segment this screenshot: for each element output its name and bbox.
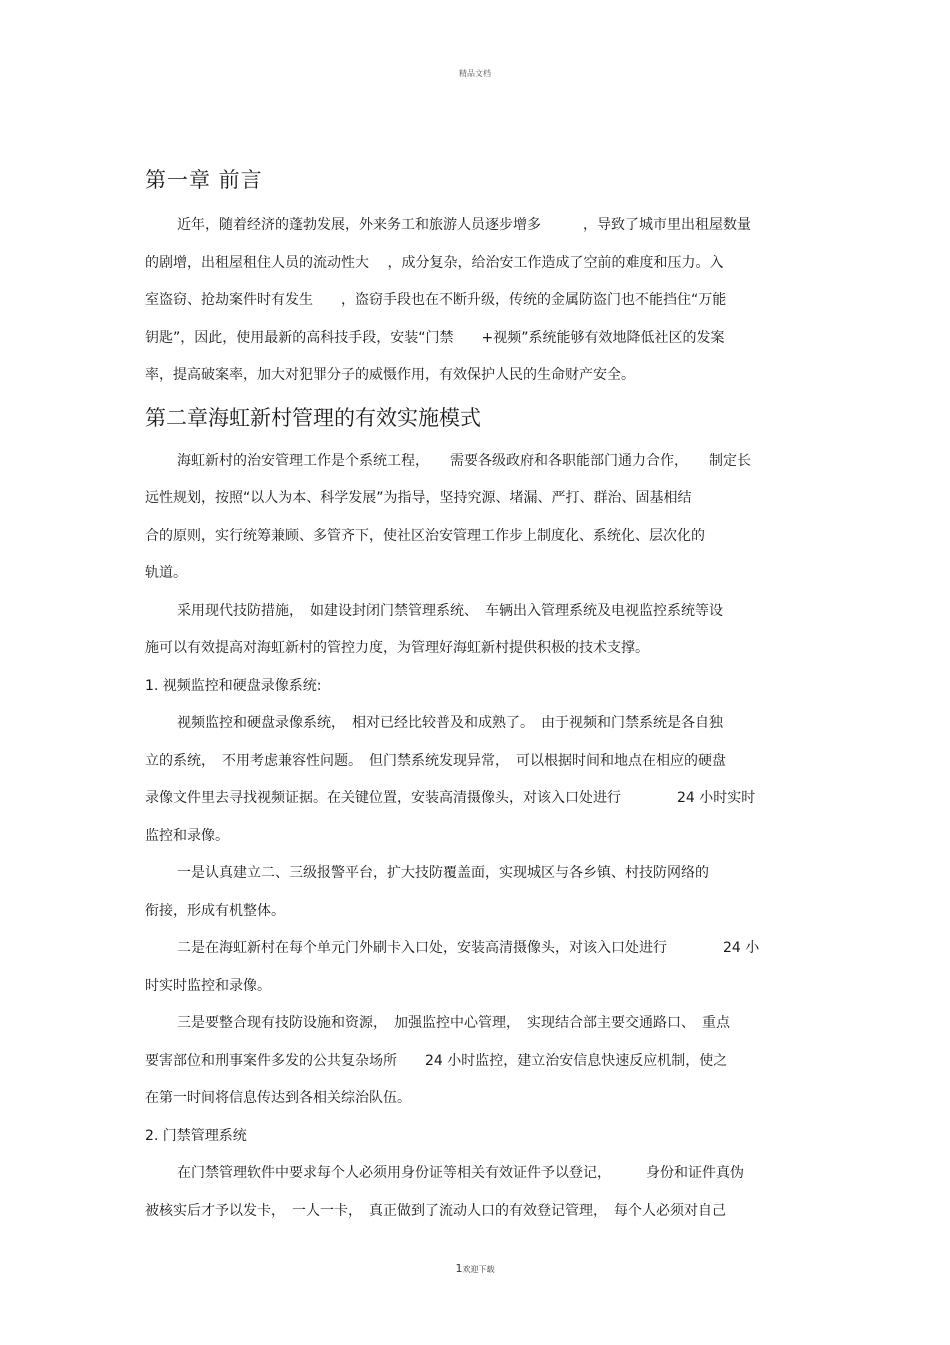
text-line: 在第一时间将信息传达到各相关综治队伍。 (145, 1090, 411, 1106)
chapter2-paragraph-2 (145, 593, 810, 668)
section-1-paragraph-2 (145, 855, 810, 930)
text-line: 一是认真建立二、三级报警平台，扩大技防覆盖面，实现城区与各乡镇、村技防网络的 (177, 865, 709, 881)
section-1-paragraph-1 (145, 705, 810, 855)
text-line: 立的系统， 不用考虑兼容性问题。 但门禁系统发现异常， 可以根据时间和地点在相应的硬盘 (145, 752, 726, 769)
text-line: 室盗窃、抢劫案件时有发生 ，盗窃手段也在不断升级，传统的金属防盗门也不能挡住“万能 (145, 292, 727, 308)
chapter2-title: 第二章海虹新村管理的有效实施模式 (145, 405, 481, 430)
text-line: 远性规划，按照“以人为本、科学发展”为指导，坚持究源、堵漏、严打、群治、固基相结 (145, 490, 692, 506)
page-number: 1 (455, 1262, 463, 1275)
text-line: 钥匙”，因此，使用最新的高科技手段，安装“门禁 +视频”系统能够有效地降低社区的发案 (145, 329, 725, 346)
text-line: 录像文件里去寻找视频证据。在关键位置，安装高清摄像头，对该入口处进行 24 小时实时 (145, 790, 756, 806)
page-footer (0, 1262, 950, 1275)
page-header: 精品文档 (459, 69, 491, 78)
text-line: 近年，随着经济的蓬勃发展，外来务工和旅游人员逐步增多 ，导致了城市里出租屋数量 (177, 217, 751, 233)
section-1-paragraph-4 (145, 1005, 810, 1118)
text-line: 合的原则，实行统筹兼顾、多管齐下，使社区治安管理工作步上制度化、系统化、层次化的 (145, 527, 705, 544)
chapter1-paragraph (145, 207, 810, 395)
section-1-title: 1. 视频监控和硬盘录像系统: (145, 677, 322, 694)
document-body (145, 165, 810, 1230)
text-line: 时实时监控和录像。 (145, 977, 271, 994)
text-line: 二是在海虹新村在每个单元门外刷卡入口处，安装高清摄像头，对该入口处进行 24 小 (177, 940, 760, 956)
text-line: 海虹新村的治安管理工作是个系统工程， 需要各级政府和各职能部门通力合作， 制定长 (177, 452, 751, 469)
text-line: 监控和录像。 (145, 827, 229, 844)
text-line: 的剧增，出租屋租住人员的流动性大 ，成分复杂，给治安工作造成了空前的难度和压力。入 (145, 254, 724, 271)
text-line: 率，提高破案率，加大对犯罪分子的威慑作用，有效保护人民的生命财产安全。 (145, 367, 635, 383)
section-1-paragraph-3 (145, 930, 810, 1005)
section-2-paragraph-1 (145, 1155, 810, 1230)
section-2-title: 2. 门禁管理系统 (145, 1127, 247, 1144)
chapter1-title: 第一章 前言 (145, 168, 263, 192)
text-line: 视频监控和硬盘录像系统， 相对已经比较普及和成熟了。 由于视频和门禁系统是各自独 (177, 715, 723, 731)
text-line: 三是要整合现有技防设施和资源， 加强监控中心管理， 实现结合部主要交通路口、 重点 (177, 1015, 730, 1031)
text-line: 采用现代技防措施， 如建设封闭门禁管理系统、 车辆出入管理系统及电视监控系统等设 (177, 602, 723, 619)
footer-text: 欢迎下载 (462, 1265, 495, 1274)
text-line: 要害部位和刑事案件多发的公共复杂场所 24 小时监控，建立治安信息快速反应机制，使之 (145, 1052, 728, 1069)
text-line: 施可以有效提高对海虹新村的管控力度，为管理好海虹新村提供积极的技术支撑。 (145, 640, 649, 656)
text-line: 衔接，形成有机整体。 (145, 902, 285, 919)
text-line: 轨道。 (145, 565, 187, 581)
text-line: 在门禁管理软件中要求每个人必须用身份证等相关有效证件予以登记， 身份和证件真伪 (177, 1165, 744, 1181)
text-line: 被核实后才予以发卡， 一人一卡， 真正做到了流动人口的有效登记管理， 每个人必须对自己 (145, 1202, 726, 1219)
chapter2-paragraph-1 (145, 443, 810, 593)
